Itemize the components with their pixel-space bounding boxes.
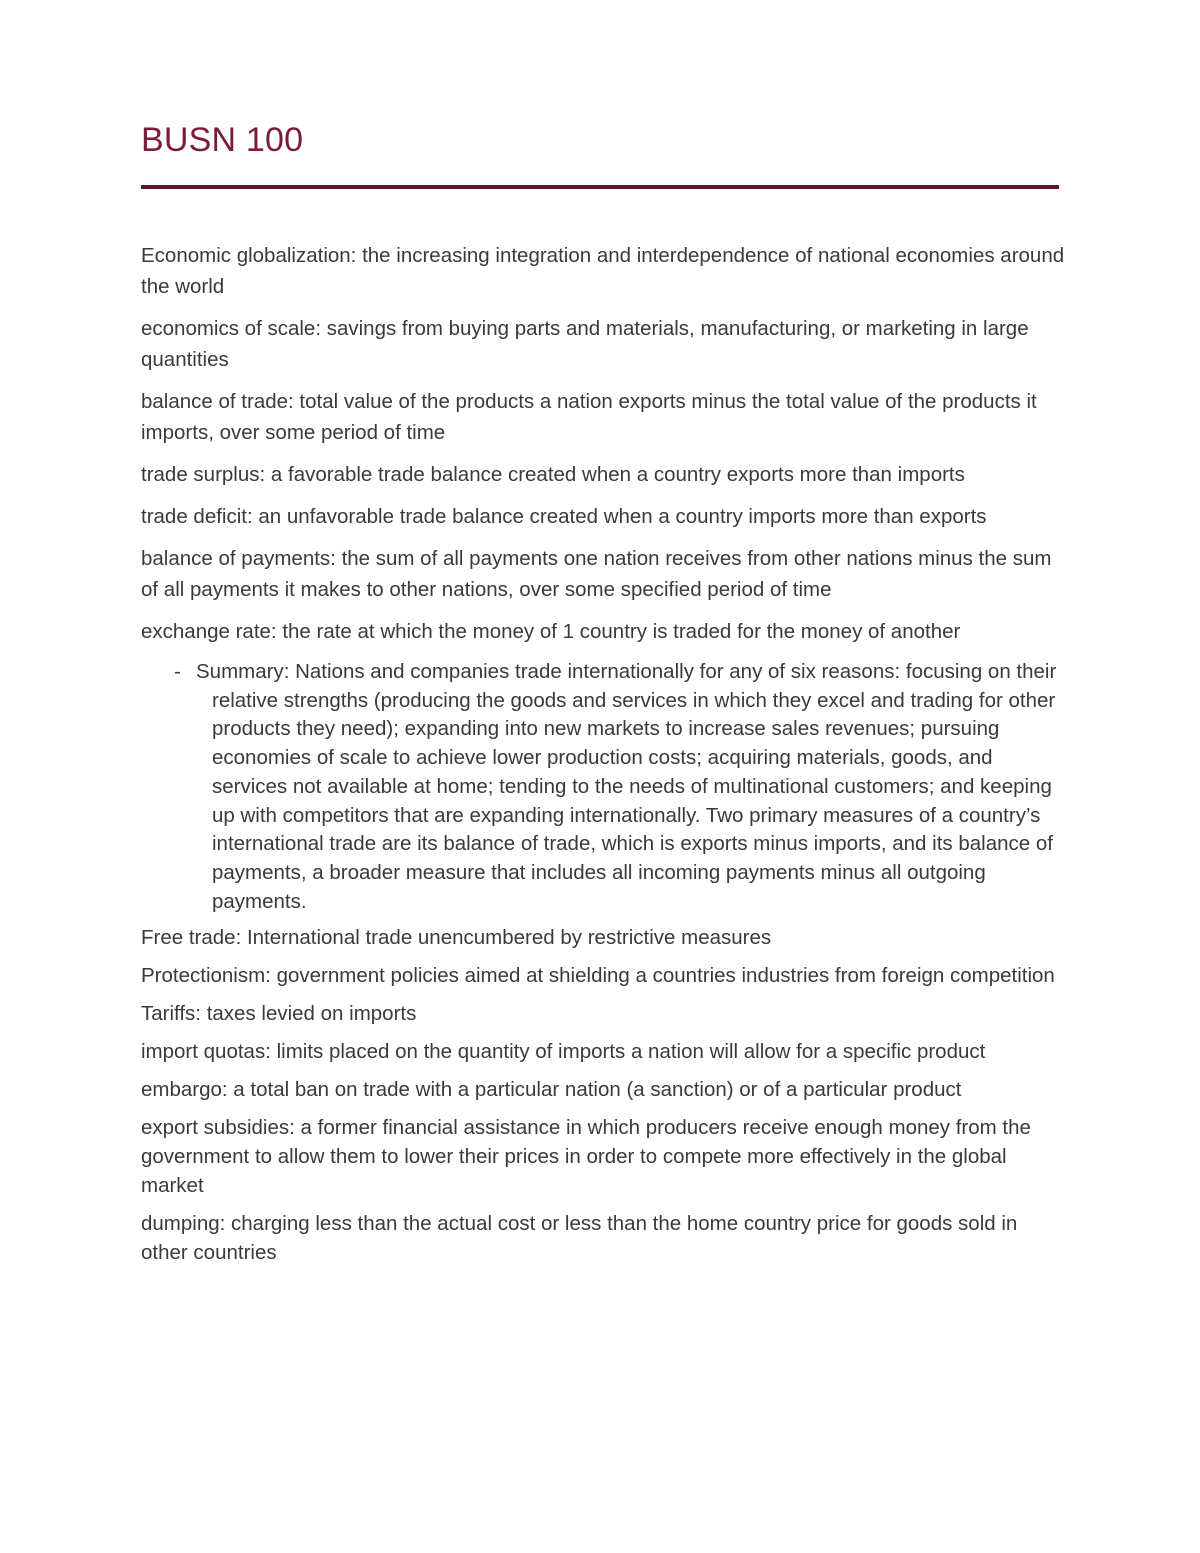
definition-balance-of-payments: balance of payments: the sum of all payments one nation receives from other nations minus the sum of all payments it makes to other nations, over some specified period of time: [141, 547, 1052, 601]
definition-trade-deficit: trade deficit: an unfavorable trade balance created when a country imports more than exports: [141, 505, 987, 528]
bullet-dash: -: [174, 660, 181, 683]
definition-trade-surplus: trade surplus: a favorable trade balance created when a country exports more than imports: [141, 463, 965, 486]
definition-balance-of-trade: balance of trade: total value of the products a nation exports minus the total value of the products it imports, over some period of time: [141, 390, 1037, 444]
notes-body: [141, 240, 1066, 1276]
definition-tariffs: Tariffs: taxes levied on imports: [141, 1002, 417, 1026]
definition-economics-of-scale: economics of scale: savings from buying parts and materials, manufacturing, or marketing in large quantities: [141, 317, 1029, 371]
definition-free-trade: Free trade: International trade unencumbered by restrictive measures: [141, 926, 772, 950]
summary-first-line: Summary: Nations and companies trade internationally for any of six reasons: focusing on: [196, 660, 1017, 683]
definition-export-subsidies: export subsidies: a former financial assistance in which producers receive enough money from the government to allow them to lower their prices in order to compete more effectively in the global market: [141, 1116, 1031, 1198]
definition-import-quotas: import quotas: limits placed on the quantity of imports a nation will allow for a specific product: [141, 1040, 986, 1064]
summary-bullet: [141, 658, 1066, 916]
page-title: BUSN 100: [141, 121, 304, 159]
definition-dumping: dumping: charging less than the actual cost or less than the home country price for goods sold in other countries: [141, 1212, 1018, 1265]
summary-text: their relative strengths (producing the goods and services in which they excel and trading for other products they need); expanding into new markets to increase sales revenues; pursuing economies of scale to achieve lower production costs; acquiring materials, goods, and services not available at home; tending to the needs of multinational customers; and keeping up with competitors that are expanding internationally. Two primary measures of a country’s international trade are its balance of trade, which is exports minus imports, and its balance of payments, a broader measure that includes all incoming payments minus all outgoing payments.: [212, 660, 1057, 913]
definition-exchange-rate: exchange rate: the rate at which the money of 1 country is traded for the money of another: [141, 620, 961, 643]
definition-embargo: embargo: a total ban on trade with a particular nation (a sanction) or of a particular product: [141, 1078, 962, 1102]
title-divider: [141, 185, 1059, 189]
definition-economic-globalization: Economic globalization: the increasing integration and interdependence of national economies around the world: [141, 244, 1065, 298]
definition-protectionism: Protectionism: government policies aimed at shielding a countries industries from foreign competition: [141, 964, 1055, 988]
